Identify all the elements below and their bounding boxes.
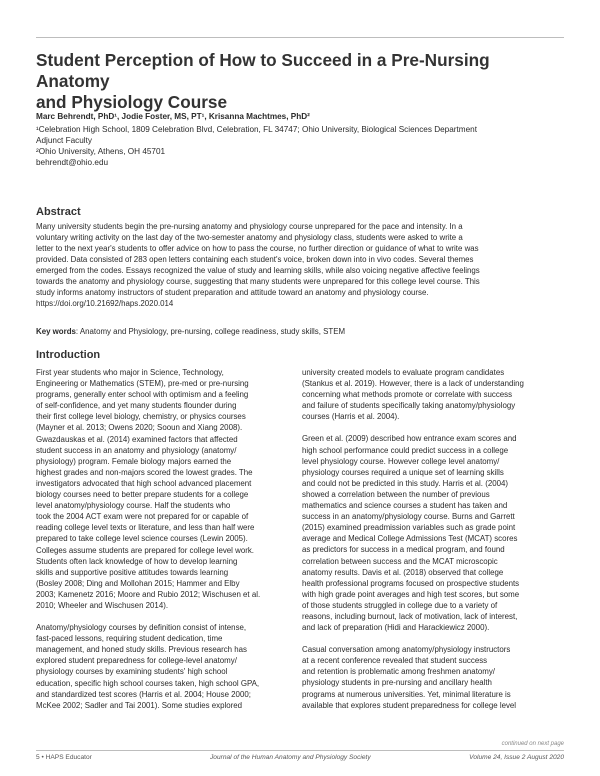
right-column (302, 367, 564, 711)
top-divider (36, 37, 564, 38)
text-line: reasons, including burnout, lack of motivation, lack of interest, (302, 611, 518, 621)
text-line: explored student preparedness for college-level anatomy/ (36, 656, 237, 666)
text-line: showed a correlation between the number of previous (302, 489, 490, 499)
text-line: with high grade point averages and high test scores, but some (302, 589, 520, 599)
text-line: management, and honed study skills. Previous research has (36, 645, 247, 655)
paragraph (302, 433, 564, 633)
text-line: available that explores student preparedness for college level (302, 700, 517, 710)
abstract-body (36, 221, 566, 309)
text-line: physiology courses required a unique set of learning skills (302, 467, 504, 477)
continued-note: continued on next page (501, 741, 564, 747)
text-line: physiology courses by examining students' high school (36, 667, 228, 677)
text-line: their first college level biology, chemistry, or physics courses (36, 412, 246, 422)
text-line: concerning what methods promote or correlate with success (302, 390, 513, 400)
footer-divider (36, 750, 564, 751)
abstract-line: study informs anatomy instructors of student preparation and attitude toward an anatomy and physiology course. (36, 288, 429, 297)
text-line: and retention is problematic among freshmen anatomy/ (302, 667, 495, 677)
text-line: McKee 2002; Sadler and Tai 2001). Some studies explored (36, 700, 243, 710)
text-line: at a recent conference revealed that student success (302, 656, 488, 666)
text-line: success in an anatomy/physiology course. Burns and Garrett (302, 512, 515, 522)
abstract-line: provided. Data consisted of 283 open letters containing each student's voice, broken down into in vivo codes. Several themes (36, 255, 474, 264)
text-line: reading college level texts or literature, and less than half were (36, 523, 255, 533)
text-line: education, specific high school courses taken, high school GPA, (36, 678, 260, 688)
text-line: and lack of preparation (Hidi and Harackiewicz 2000). (302, 623, 490, 633)
text-line: high school performance could predict success in a college (302, 445, 509, 455)
text-line: (Stankus et al. 2019). However, there is a lack of understanding (302, 379, 524, 389)
text-line: Engineering or Mathematics (STEM), pre-med or pre-nursing (36, 379, 249, 389)
paragraph (302, 644, 564, 711)
abstract-line: Many university students begin the pre-nursing anatomy and physiology course unprepared for the pace and intensity. In a (36, 222, 463, 231)
left-column (36, 367, 298, 711)
abstract-heading: Abstract (36, 206, 81, 218)
affiliation-line: ¹Celebration High School, 1809 Celebration Blvd, Celebration, FL 34747; Ohio University, Biological Sciences Department (36, 125, 477, 134)
text-line: and could not be predicted in this study. Harris et al. (2004) (302, 478, 508, 488)
text-line: Students often lack knowledge of how to develop learning (36, 556, 238, 566)
abstract-line: letter to the next year's students to offer advice on how to pass the course, no further direction or guidance of what to write was (36, 244, 479, 253)
author-email[interactable]: behrendt@ohio.edu (36, 158, 109, 167)
abstract-line: emerged from the codes. Essays recognized the value of study and learning skills, while also voicing negative affective feelings (36, 266, 480, 275)
paragraph-gap (302, 633, 564, 644)
footer-journal-name: Journal of the Human Anatomy and Physiology Society (210, 754, 371, 761)
text-line: physiology students in pre-nursing and ancillary health (302, 678, 492, 688)
text-line: student success in an anatomy and physiology (anatomy/ (36, 445, 237, 455)
text-line: level physiology course. However college level anatomy/ (302, 456, 500, 466)
text-line: 2010; Wheeler and Wischusen 2014). (36, 600, 169, 610)
affiliations (36, 124, 566, 168)
footer-issue: Volume 24, Issue 2 August 2020 (469, 754, 564, 761)
text-line: (Mayner et al. 2013; Owens 2020; Sooun and Xiang 2008). (36, 423, 243, 433)
text-line: of self-confidence, and yet many students flounder during (36, 401, 237, 411)
footer-page-journal: 5 • HAPS Educator (36, 754, 92, 761)
affiliation-line: Adjunct Faculty (36, 136, 92, 145)
keywords-text: : Anatomy and Physiology, pre-nursing, college readiness, study skills, STEM (75, 327, 346, 336)
paragraph (302, 367, 564, 422)
text-line: anatomy results. Davis et al. (2018) observed that college (302, 567, 504, 577)
text-line: programs, generally enter school with optimism and a feeling (36, 390, 249, 400)
text-line: 2003; Kamenetz 2016; Moore and Rubio 2012; Wischusen et al. (36, 589, 261, 599)
text-line: prepared to take college level science courses (Lewin 2005). (36, 534, 248, 544)
text-line: courses (Harris et al. 2004). (302, 412, 400, 422)
paragraph-gap (302, 422, 564, 433)
text-line: health professional programs focused on prospective students (302, 578, 520, 588)
affiliation-line: ²Ohio University, Athens, OH 45701 (36, 147, 166, 156)
abstract-line: towards the anatomy and physiology course, suggesting that many students were unprepared for this college level course. This (36, 277, 480, 286)
paragraph (36, 367, 298, 611)
abstract-line: voluntary writing activity on the last day of the two-semester anatomy and physiology class, students were asked to write a (36, 233, 463, 242)
text-line: level anatomy/physiology course. Half the students who (36, 501, 231, 511)
text-line: took the 2004 ACT exam were not prepared for or capable of (36, 512, 249, 522)
text-line: First year students who major in Science, Technology, (36, 368, 224, 377)
text-line: physiology) program. Female biology majors earned the (36, 456, 232, 466)
text-line: and standardized test scores (Harris et al. 2004; House 2000; (36, 689, 251, 699)
text-line: Green et al. (2009) described how entrance exam scores and (302, 434, 517, 444)
title-line: Student Perception of How to Succeed in a Pre-Nursing Anatomy (36, 50, 490, 91)
text-line: as predictors for success in a medical program, and found (302, 545, 505, 555)
text-line: correlation between success and the MCAT microscopic (302, 556, 498, 566)
text-line: programs at numerous universities. Yet, minimal literature is (302, 689, 511, 699)
text-line: fast-paced lessons, requiring student dedication, time (36, 634, 223, 644)
text-line: average and Medical College Admissions Test (MCAT) scores (302, 534, 518, 544)
text-line: biology courses need to better prepare students for a college (36, 490, 249, 500)
text-line: mathematics and science courses a student has taken and (302, 501, 508, 511)
paragraph (36, 622, 298, 711)
doi-link[interactable]: https://doi.org/10.21692/haps.2020.014 (36, 299, 174, 308)
text-line: Anatomy/physiology courses by definition consist of intense, (36, 623, 247, 633)
title-line: and Physiology Course (36, 92, 228, 112)
text-line: university created models to evaluate program candidates (302, 368, 505, 377)
text-line: (Bosley 2008; Ding and Mollohan 2015; Hammer and Elby (36, 578, 240, 588)
text-line: (2015) examined preadmission variables such as grade point (302, 523, 516, 533)
paragraph-gap (36, 611, 298, 622)
keywords-label: Key words (36, 327, 76, 336)
keywords (36, 326, 566, 337)
introduction-heading: Introduction (36, 349, 101, 361)
text-line: Casual conversation among anatomy/physiology instructors (302, 645, 511, 655)
text-line: skills and supportive positive attitudes towards learning (36, 567, 229, 577)
text-line: and failure of students specifically taking anatomy/physiology (302, 401, 516, 411)
text-line: investigators advocated that high school advanced placement (36, 478, 252, 488)
text-line: Colleges assume students are prepared for college level work. (36, 545, 254, 555)
text-line: Gwazdauskas et al. (2014) examined factors that affected (36, 434, 238, 444)
author-list: Marc Behrendt, PhD¹, Jodie Foster, MS, PT¹, Krisanna Machtmes, PhD² (36, 112, 310, 121)
text-line: highest grades and non-majors scored the lowest grades. The (36, 467, 253, 477)
article-title (36, 50, 566, 113)
text-line: of those students struggled in college due to a variety of (302, 600, 498, 610)
